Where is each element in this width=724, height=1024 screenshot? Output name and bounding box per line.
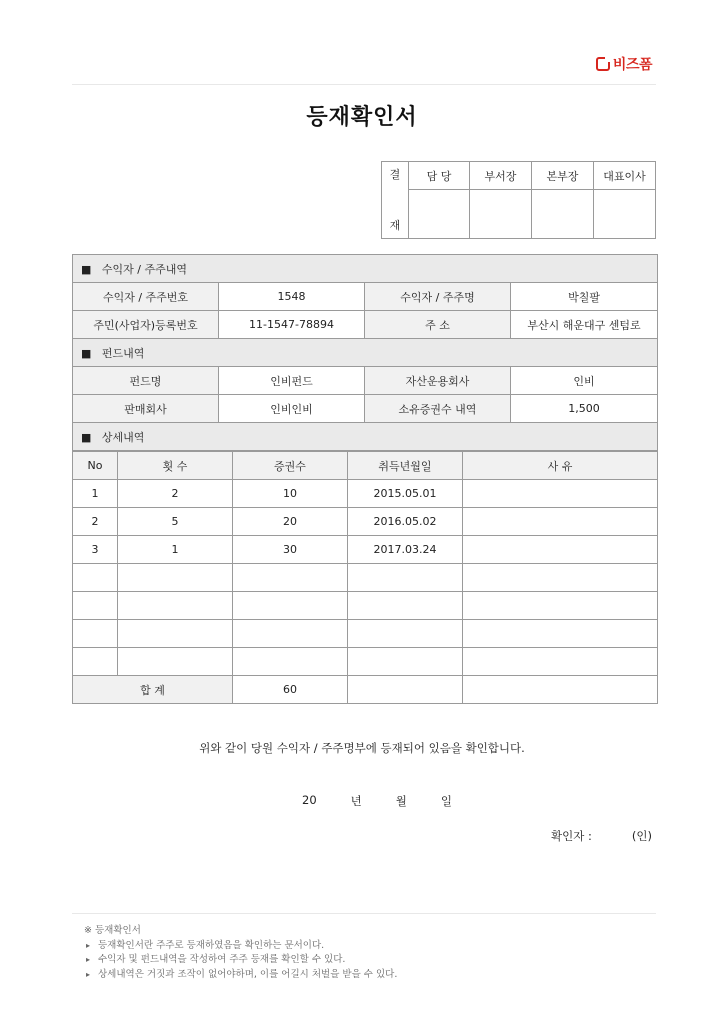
cell-count[interactable] — [118, 648, 233, 676]
table-row — [73, 648, 658, 676]
cell-count[interactable] — [118, 564, 233, 592]
total-label: 합 계 — [73, 676, 233, 704]
approval-header-dept-head: 부서장 — [470, 162, 532, 190]
approval-sign-dept-head[interactable] — [470, 190, 532, 238]
fund-name-label: 펀드명 — [73, 367, 219, 395]
table-row — [73, 480, 658, 508]
address-value[interactable]: 부산시 해운대구 센텀로 — [511, 311, 658, 339]
table-row — [73, 508, 658, 536]
approval-header-ceo: 대표이사 — [594, 162, 656, 190]
cell-no[interactable]: 1 — [73, 480, 118, 508]
cell-reason[interactable] — [463, 592, 658, 620]
cell-date[interactable]: 2015.05.01 — [348, 480, 463, 508]
total-empty-cell[interactable] — [463, 676, 658, 704]
cell-date[interactable] — [348, 592, 463, 620]
note-item: ▸ 수익자 및 펀드내역을 작성하여 주주 등재를 확인할 수 있다. — [84, 953, 397, 968]
brand-logo — [596, 54, 652, 74]
fund-name-value[interactable]: 인비펀드 — [219, 367, 365, 395]
cell-shares[interactable] — [233, 564, 348, 592]
signer-label: 확인자 : — [551, 829, 592, 843]
notes-heading: ※ 등재확인서 — [84, 925, 141, 936]
brand-logo-icon — [596, 57, 610, 71]
cell-shares[interactable]: 20 — [233, 508, 348, 536]
info-table — [72, 254, 658, 451]
date-year-label: 년 — [350, 794, 362, 808]
shareholder-number-label: 수익자 / 주주번호 — [73, 283, 219, 311]
approval-header-staff: 담 당 — [409, 162, 470, 190]
cell-shares[interactable] — [233, 592, 348, 620]
cell-count[interactable]: 2 — [118, 480, 233, 508]
address-label: 주 소 — [365, 311, 511, 339]
notes-section — [84, 924, 397, 982]
table-row — [73, 536, 658, 564]
cell-no[interactable] — [73, 592, 118, 620]
cell-date[interactable]: 2017.03.24 — [348, 536, 463, 564]
fund-section-header: ■ 펀드내역 — [73, 339, 658, 367]
total-row — [73, 676, 658, 704]
cell-no[interactable] — [73, 648, 118, 676]
cell-shares[interactable]: 30 — [233, 536, 348, 564]
detail-table — [72, 451, 658, 704]
date-day-label: 일 — [440, 794, 452, 808]
cell-no[interactable] — [73, 564, 118, 592]
cell-reason[interactable] — [463, 508, 658, 536]
approval-label: 결 재 — [382, 162, 409, 239]
cell-count[interactable]: 5 — [118, 508, 233, 536]
approval-sign-staff[interactable] — [409, 190, 470, 238]
holding-label: 소유증권수 내역 — [365, 395, 511, 423]
detail-section-header: ■ 상세내역 — [73, 423, 658, 451]
confirmation-text: 위와 같이 당원 수익자 / 주주명부에 등재되어 있음을 확인합니다. — [199, 741, 525, 755]
cell-reason[interactable] — [463, 480, 658, 508]
document-title: 등재확인서 — [306, 105, 418, 130]
cell-no[interactable]: 3 — [73, 536, 118, 564]
total-empty-cell[interactable] — [348, 676, 463, 704]
approval-table — [381, 161, 656, 239]
detail-header-shares: 증권수 — [233, 452, 348, 480]
holding-value[interactable]: 1,500 — [511, 395, 658, 423]
cell-no[interactable]: 2 — [73, 508, 118, 536]
total-value[interactable]: 60 — [233, 676, 348, 704]
shareholder-number-value[interactable]: 1548 — [219, 283, 365, 311]
detail-header-no: No — [73, 452, 118, 480]
cell-shares[interactable] — [233, 620, 348, 648]
table-row — [73, 620, 658, 648]
signer-line — [551, 828, 652, 844]
shareholder-section-header: ■ 수익자 / 주주내역 — [73, 255, 658, 283]
date-year-prefix: 20 — [302, 793, 317, 807]
cell-date[interactable]: 2016.05.02 — [348, 508, 463, 536]
cell-count[interactable] — [118, 620, 233, 648]
cell-date[interactable] — [348, 620, 463, 648]
cell-count[interactable] — [118, 592, 233, 620]
cell-date[interactable] — [348, 648, 463, 676]
cell-reason[interactable] — [463, 620, 658, 648]
date-month-label: 월 — [395, 794, 407, 808]
approval-sign-ceo[interactable] — [594, 190, 656, 238]
registration-number-value[interactable]: 11-1547-78894 — [219, 311, 365, 339]
bottom-divider — [72, 913, 656, 914]
cell-reason[interactable] — [463, 536, 658, 564]
table-row — [73, 592, 658, 620]
shareholder-name-label: 수익자 / 주주명 — [365, 283, 511, 311]
brand-name: 비즈폼 — [612, 57, 652, 73]
shareholder-name-value[interactable]: 박칠팔 — [511, 283, 658, 311]
top-divider — [72, 84, 656, 85]
detail-header-date: 취득년월일 — [348, 452, 463, 480]
cell-date[interactable] — [348, 564, 463, 592]
registration-number-label: 주민(사업자)등록번호 — [73, 311, 219, 339]
cell-reason[interactable] — [463, 648, 658, 676]
cell-count[interactable]: 1 — [118, 536, 233, 564]
cell-shares[interactable] — [233, 648, 348, 676]
detail-header-reason: 사 유 — [463, 452, 658, 480]
table-row — [73, 564, 658, 592]
detail-header-count: 횟 수 — [118, 452, 233, 480]
cell-no[interactable] — [73, 620, 118, 648]
asset-company-value[interactable]: 인비 — [511, 367, 658, 395]
seller-value[interactable]: 인비인비 — [219, 395, 365, 423]
seal-mark: (인) — [631, 829, 652, 843]
approval-header-division-head: 본부장 — [532, 162, 594, 190]
approval-sign-division-head[interactable] — [532, 190, 594, 238]
asset-company-label: 자산운용회사 — [365, 367, 511, 395]
note-item: ▸ 상세내역은 거짓과 조작이 없어야하며, 이를 어길시 처벌을 받을 수 있다. — [84, 968, 397, 983]
cell-shares[interactable]: 10 — [233, 480, 348, 508]
cell-reason[interactable] — [463, 564, 658, 592]
note-item: ▸ 등재확인서란 주주로 등재하였음을 확인하는 문서이다. — [84, 939, 397, 954]
seller-label: 판매회사 — [73, 395, 219, 423]
date-line — [302, 793, 452, 809]
